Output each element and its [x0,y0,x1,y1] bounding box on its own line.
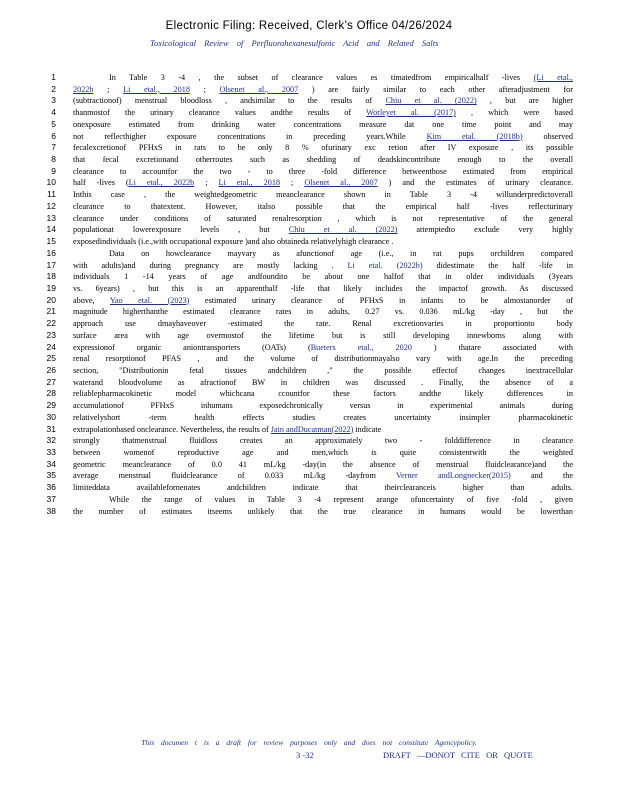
body-text: half -lives ( [73,178,129,188]
body-text: ) and the estimates of urinary clearance. [377,178,573,188]
citation-link[interactable]: Chiu et al. (2022) [288,225,398,235]
line-number: 8 [51,154,56,165]
line-text [73,365,573,377]
citation-text: Li etal. (2022b) [347,260,423,270]
body-text: (subtractionof) menstrual bloodloss , andsimilar to the results of [73,96,386,106]
body-text: not reflecthigher exposure concentrations in preceding years.While [73,131,427,141]
document-line [40,494,580,506]
body-text: with adults)and during pregnancy are mostly lacking . [73,260,348,270]
document-line [40,201,580,213]
line-number: 17 [46,259,56,270]
line-text [73,342,573,354]
body-text: estimated urinary clearance of PFHxS in infants to be almostanorder of [189,295,573,305]
line-text [73,260,573,272]
document-line [40,412,580,424]
line-number: 38 [46,505,56,516]
body-text: ) thatare associated with [411,342,573,352]
document-line [40,353,580,365]
body-text: ; [189,84,220,94]
line-number: 28 [46,388,56,399]
line-number: 6 [51,130,56,141]
body-text: exposedindividuals (i.e.,with occupational exposure )and also obtaineda relativelyhigh clearance . [73,237,394,247]
line-number: 4 [51,107,56,118]
body-text: In Table 3 -4 , the subset of clearance values es timatedfrom empiricalhalf -lives [109,73,534,82]
body-text: renal resorptionof PFAS , and the volume of distributionmayalso vary with age.In the preceding [73,354,573,364]
document-title: Toxicological Review of Perfluorohexanesulfonic Acid and Related Salts [150,38,439,48]
body-text: thanmostof the urinary clearance values andthe results of [73,108,367,118]
citation-link[interactable]: Kim etal. (2018b) [426,131,523,141]
body-text: ; [194,178,219,188]
line-text [73,283,573,295]
line-number: 23 [46,329,56,340]
line-text [73,189,573,201]
body-text: the number of estimates itseems unlikely that the true clearance in humans would be lowerthan [73,506,573,516]
body-text: ; [280,178,305,188]
line-text [73,224,573,236]
draft-disclaimer: This documen t is a draft for review purposes only and does not constitute Agencypolicy. [141,738,477,747]
line-text [73,306,573,318]
line-text [73,166,573,178]
line-text [73,447,573,459]
body-text: strongly thatmenstrual fluidloss creates an approximately two - folddifference in clearance [73,436,573,446]
document-line [40,154,580,166]
body-text: Inthis case , the weightedgeometric meanclearance shown in Table 3 -4 willunderpredictoverall [73,190,573,200]
citation-link[interactable]: Li etal., 2018 [123,84,190,94]
body-text: section, "Distributionin fetal tissues andchildren ," the possible effectof changes inextracellular [73,365,573,375]
citation-link[interactable]: Jain andDucatman(2022) [270,424,354,434]
body-text: observed [522,131,573,141]
document-line [40,283,580,295]
body-text: didestimate the half -life in [422,260,573,270]
line-text [73,154,573,166]
line-number: 9 [51,165,56,176]
line-text [73,435,573,447]
document-line [40,388,580,400]
line-text [73,177,573,189]
line-text [73,107,573,119]
line-number: 35 [46,470,56,481]
line-text [73,330,573,342]
line-text [73,482,573,494]
body-text: extrapolationbased onclearance. Nevertheless, the results of [73,424,271,434]
document-line [40,271,580,283]
line-text [73,400,573,412]
filing-stamp: Electronic Filing: Received, Clerk's Office 04/26/2024 [165,20,453,32]
line-text [73,142,573,154]
document-line [40,342,580,354]
document-line [40,482,580,494]
page-number: 3 -32 [296,750,314,760]
body-text: relativelyshort -term health effects studies creates uncertainty insimpler pharmacokinetic [73,412,573,422]
document-line [40,248,580,260]
body-text: between womenof reproductive age and men,which is quite consistentwith the weighted [73,448,573,457]
document-line [40,306,580,318]
body-text: waterand bloodvolume as afractionof BW in children was discussed . Finally, the absence of a [73,377,573,387]
body-text: clearance under conditions of saturated renalresorption , which is not representative of the general [73,213,573,223]
filing-header [0,20,618,32]
body-text: fecalexcretionof PFHxS in rats to be only 8 % ofurinary exc retion after IV exposure , its possible [73,143,573,153]
document-line [40,166,580,178]
document-line [40,107,580,119]
line-text [73,494,573,506]
line-number: 24 [46,341,56,352]
document-line [40,400,580,412]
line-text [73,506,573,518]
body-text: magnitude higherthanthe estimated clearance rates in adults, 0.27 vs. 0.036 mL/kg -day , but the [73,307,573,317]
line-text [73,236,573,248]
document-line [40,260,580,272]
document-line [40,318,580,330]
line-text [73,318,573,330]
line-text [73,201,573,213]
document-line [40,177,580,189]
document-line [40,95,580,107]
line-number: 11 [47,189,56,200]
body-text: , which were based [455,108,573,118]
line-number: 22 [46,318,56,329]
line-number: 30 [46,411,56,422]
document-line [40,142,580,154]
document-line [40,424,580,436]
document-line [40,435,580,447]
line-number: 27 [46,376,56,387]
line-text [73,95,573,107]
body-text: approach use dmayhaveover -estimated the rate. Renal excretionvaries in proportionto body [73,319,573,329]
document-body [40,72,580,517]
body-text: attemptedto exclude very highly [397,225,573,235]
body-text: accumulationof PFHxS inhumans exposedchronically versus in experimental animals during [73,401,573,411]
line-number: 26 [46,364,56,375]
document-line [40,506,580,518]
document-line [40,470,580,482]
document-line [40,377,580,389]
line-number: 31 [46,423,56,434]
line-number: 20 [46,294,56,305]
document-line [40,365,580,377]
line-text [73,271,573,283]
line-text [73,388,573,400]
citation-link[interactable]: (Li etal., [533,73,573,82]
citation-link[interactable]: Worleyet al. (2017) [366,108,456,118]
body-text: that fecal excretionand otherroutes such as shedding of deadskincontribute enough to the overall [73,155,573,165]
document-line [40,330,580,342]
body-text: and the [510,471,573,481]
citation-text: Verner andLongnecker(2015) [395,471,511,481]
line-text [73,424,573,436]
body-text: indicate [353,424,382,434]
document-line [40,459,580,471]
body-text: ; [93,84,124,94]
body-text: vs. 6years) , but this is an apparenthalf -life that likely includes the impactof growth. As discussed [73,283,573,293]
line-text [73,84,573,96]
document-line [40,447,580,459]
citation-link[interactable]: Li etal., 2022b [128,178,195,188]
line-text [73,377,573,389]
citation-link[interactable]: Li etal., 2018 [218,178,281,188]
line-number: 3 [51,95,56,106]
body-text: average menstrual fluidclearance of 0.033 mL/kg -dayfrom [73,471,396,481]
line-number: 13 [46,212,56,223]
line-number: 10 [46,177,56,188]
line-number: 18 [46,271,56,282]
line-number: 5 [51,118,56,129]
body-text: onexposure estimated from drinking water concentrations measure dat one time point and may [73,119,573,129]
line-number: 34 [46,458,56,469]
body-text: expressionof organic aniontransporters (OATs) ( [73,342,311,352]
citation-link[interactable]: Olsenet al., 2007 [219,84,299,94]
document-line [40,189,580,201]
document-line [40,84,580,96]
body-text: Data on howclearance mayvary as afunctionof age (i.e., in rat pups orchildren compared [109,248,573,258]
document-line [40,213,580,225]
line-number: 36 [46,482,56,493]
body-text: While the range of values in Table 3 -4 represent arange ofuncertainty of five -fold , given [109,494,573,504]
citation-link[interactable]: 2022b [73,84,94,94]
citation-text: Bueters etal., 2020 [310,342,412,352]
line-number: 33 [46,447,56,457]
body-text: clearance to accountfor the two - to three -fold difference betweenthose estimated from empirical [73,166,573,176]
line-number: 12 [46,200,56,211]
document-line [40,224,580,236]
citation-link[interactable]: Olsenet al., 2007 [304,178,378,188]
body-text: surface area with age overmostof the lifetime but is still developing innewborns along with [73,330,573,340]
line-number: 19 [46,282,56,293]
line-number: 21 [46,306,56,317]
line-text [73,470,573,482]
line-number: 7 [51,142,56,153]
body-text: reliablepharmacokinetic model whichcana ccountfor these factors andthe likely differences in [73,389,573,399]
citation-link[interactable]: Yao etal. (2023) [109,295,190,305]
line-text [73,295,573,307]
line-number: 25 [46,353,56,364]
line-text [73,213,573,225]
line-number: 16 [46,247,56,258]
line-number: 2 [51,83,56,94]
line-number: 15 [46,236,56,247]
body-text: limiteddata availablefornenates andchildren indicate that theirclearanceis higher than adults. [73,483,573,493]
document-line [40,295,580,307]
body-text: populationat lowerexposure levels , but [73,225,289,235]
line-text [73,353,573,365]
body-text: individuals 1 -14 years of age andfoundito be about one halfof that in older individuals (3years [73,272,573,282]
line-number: 14 [46,224,56,235]
line-text [73,72,573,84]
body-text: , but are higher [476,96,573,106]
document-line [40,131,580,143]
line-number: 29 [46,400,56,411]
line-number: 32 [46,435,56,446]
document-line [40,236,580,248]
line-text [73,248,573,260]
document-line [40,119,580,131]
line-text [73,131,573,143]
body-text: clearance to thatextent. However, italso possible that the empirical half -lives reflecturinary [73,201,573,211]
citation-link[interactable]: Chiu et al. (2022) [385,96,477,106]
body-text: geometric meanclearance of 0.0 41 mL/kg -day(in the absence of menstrual fluidclearance)and the [73,459,573,469]
line-text [73,459,573,471]
line-number: 1 [51,72,56,82]
body-text: above, [73,295,110,305]
line-text [73,119,573,131]
draft-notice: DRAFT —DONOT CITE OR QUOTE [383,750,533,760]
body-text: ) are fairly similar to each other afteradjustment for [298,84,573,94]
document-line [40,72,580,84]
line-number: 37 [46,493,56,504]
line-text [73,412,573,424]
